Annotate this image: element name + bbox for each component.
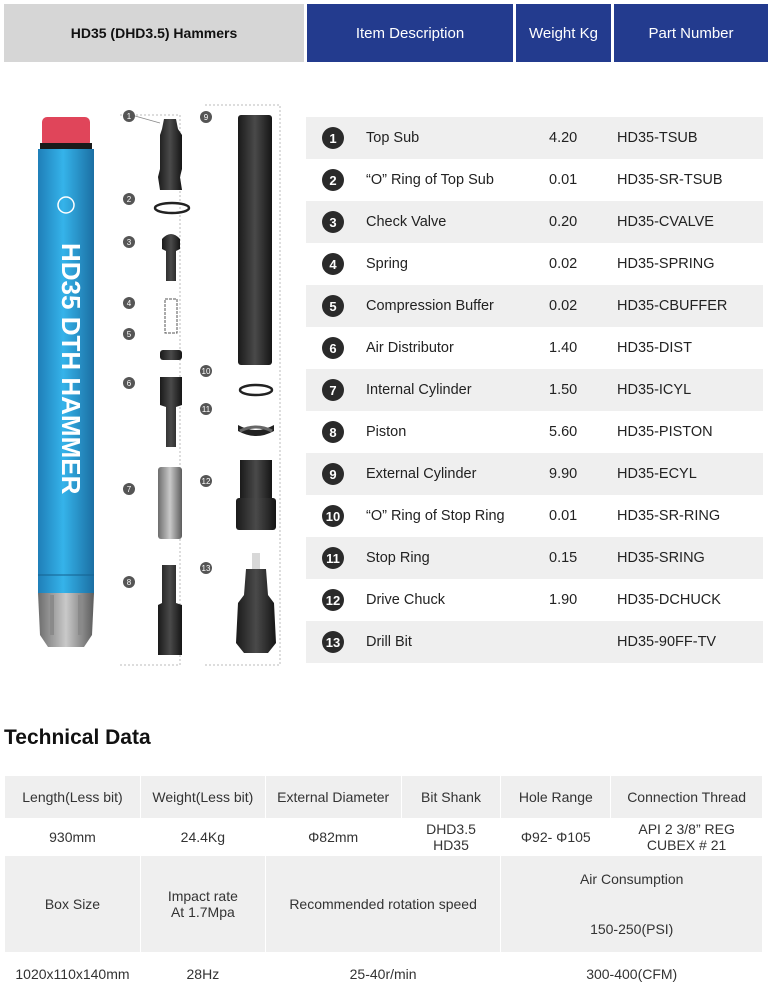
box-size-value: 1020x110x140mm — [5, 953, 141, 996]
part-description: Stop Ring — [366, 550, 430, 566]
part-code: HD35-90FF-TV — [617, 634, 717, 650]
svg-text:1: 1 — [126, 112, 132, 121]
tech-values-row — [5, 819, 763, 856]
part-code: HD35-CBUFFER — [617, 298, 728, 314]
part-description: Spring — [366, 256, 408, 272]
hammer-exploded-illustration — [0, 95, 300, 670]
part-description: Drive Chuck — [366, 592, 445, 608]
part-weight: 4.20 — [549, 130, 578, 146]
part-description: Internal Cylinder — [366, 382, 472, 398]
length-value: 930mm — [5, 819, 141, 856]
part-number-badge: 12 — [322, 589, 344, 611]
part-row — [306, 327, 763, 369]
svg-text:8: 8 — [126, 578, 132, 587]
part-code: HD35-CVALVE — [617, 214, 714, 230]
part-weight: 1.40 — [549, 340, 578, 356]
box-size-label: Box Size — [5, 856, 141, 953]
part-row — [306, 537, 763, 579]
shank-value: DHD3.5 HD35 — [401, 819, 501, 856]
part-weight: 0.02 — [549, 256, 578, 272]
svg-text:12: 12 — [201, 477, 211, 486]
part-description: Air Distributor — [366, 340, 454, 356]
part-number-badge: 5 — [322, 295, 344, 317]
part-code: HD35-SR-RING — [617, 508, 721, 524]
part-row — [306, 285, 763, 327]
part-row — [306, 621, 763, 663]
technical-data-title: Technical Data — [4, 726, 151, 749]
header-title: HD35 (DHD3.5) Hammers — [4, 4, 304, 62]
part-row — [306, 201, 763, 243]
part-number-badge: 1 — [322, 127, 344, 149]
part-code: HD35-SRING — [617, 550, 705, 566]
part-row — [306, 369, 763, 411]
part-code: HD35-SR-TSUB — [617, 172, 723, 188]
tech-header-row — [5, 776, 763, 819]
part-code: HD35-DIST — [617, 340, 692, 356]
tech-row-3 — [5, 856, 763, 953]
part-description: “O” Ring of Top Sub — [366, 172, 494, 188]
part-row — [306, 453, 763, 495]
air-consumption-cell: Air Consumption 150-250(PSI) — [501, 856, 763, 953]
header-weight: Weight Kg — [516, 4, 611, 62]
part-weight: 0.20 — [549, 214, 578, 230]
part-number-badge: 10 — [322, 505, 344, 527]
thread-value: API 2 3/8” REG CUBEX # 21 — [611, 819, 763, 856]
rotation-speed-label: Recommended rotation speed — [265, 856, 501, 953]
part-description: Drill Bit — [366, 634, 412, 650]
weight-value: 24.4Kg — [140, 819, 265, 856]
part-number-badge: 7 — [322, 379, 344, 401]
part-row — [306, 117, 763, 159]
part-row — [306, 495, 763, 537]
svg-text:3: 3 — [126, 238, 132, 247]
part-weight: 0.02 — [549, 298, 578, 314]
part-weight: 9.90 — [549, 466, 578, 482]
part-description: “O” Ring of Stop Ring — [366, 508, 505, 524]
part-weight: 1.90 — [549, 592, 578, 608]
assembled-hammer — [38, 117, 94, 647]
part-description: Top Sub — [366, 130, 420, 146]
tech-row-4 — [5, 953, 763, 996]
part-number-badge: 4 — [322, 253, 344, 275]
svg-text:11: 11 — [201, 405, 211, 414]
svg-text:2: 2 — [126, 195, 132, 204]
header-part-number: Part Number — [614, 4, 768, 62]
svg-text:4: 4 — [126, 299, 132, 308]
part-number-badge: 2 — [322, 169, 344, 191]
part-code: HD35-PISTON — [617, 424, 713, 440]
part-description: Compression Buffer — [366, 298, 494, 314]
svg-text:9: 9 — [203, 113, 209, 122]
part-weight: 5.60 — [549, 424, 578, 440]
header-item-description: Item Description — [307, 4, 513, 62]
part-code: HD35-ECYL — [617, 466, 697, 482]
tech-header-hole-range: Hole Range — [501, 776, 611, 819]
tech-header-diameter: External Diameter — [265, 776, 401, 819]
air-consumption-cfm: 300-400(CFM) — [501, 953, 763, 996]
part-number-badge: 9 — [322, 463, 344, 485]
technical-data-table — [4, 775, 763, 996]
part-description: External Cylinder — [366, 466, 477, 482]
impact-rate-value: 28Hz — [140, 953, 265, 996]
hole-range-value: Φ92- Φ105 — [501, 819, 611, 856]
tech-header-length: Length(Less bit) — [5, 776, 141, 819]
svg-text:7: 7 — [126, 485, 132, 494]
hammer-body-text: HD35 DTH HAMMER — [56, 243, 86, 495]
diameter-value: Φ82mm — [265, 819, 401, 856]
part-number-badge: 3 — [322, 211, 344, 233]
impact-rate-label: Impact rate At 1.7Mpa — [140, 856, 265, 953]
part-code: HD35-SPRING — [617, 256, 715, 272]
part-row — [306, 243, 763, 285]
part-number-badge: 8 — [322, 421, 344, 443]
parts-list — [306, 117, 763, 663]
tech-header-thread: Connection Thread — [611, 776, 763, 819]
part-row — [306, 579, 763, 621]
part-description: Piston — [366, 424, 407, 440]
part-number-badge: 6 — [322, 337, 344, 359]
tech-header-weight: Weight(Less bit) — [140, 776, 265, 819]
svg-text:6: 6 — [126, 379, 132, 388]
svg-text:13: 13 — [201, 564, 211, 573]
part-number-badge: 11 — [322, 547, 344, 569]
part-code: HD35-TSUB — [617, 130, 698, 146]
svg-text:10: 10 — [201, 367, 211, 376]
svg-text:5: 5 — [126, 330, 132, 339]
part-row — [306, 411, 763, 453]
part-weight: 0.01 — [549, 508, 578, 524]
part-weight: 0.15 — [549, 550, 578, 566]
rotation-speed-value: 25-40r/min — [265, 953, 501, 996]
part-number-badge: 13 — [322, 631, 344, 653]
part-description: Check Valve — [366, 214, 447, 230]
part-code: HD35-DCHUCK — [617, 592, 721, 608]
part-weight: 0.01 — [549, 172, 578, 188]
part-code: HD35-ICYL — [617, 382, 692, 398]
tech-header-shank: Bit Shank — [401, 776, 501, 819]
part-row — [306, 159, 763, 201]
part-weight: 1.50 — [549, 382, 578, 398]
